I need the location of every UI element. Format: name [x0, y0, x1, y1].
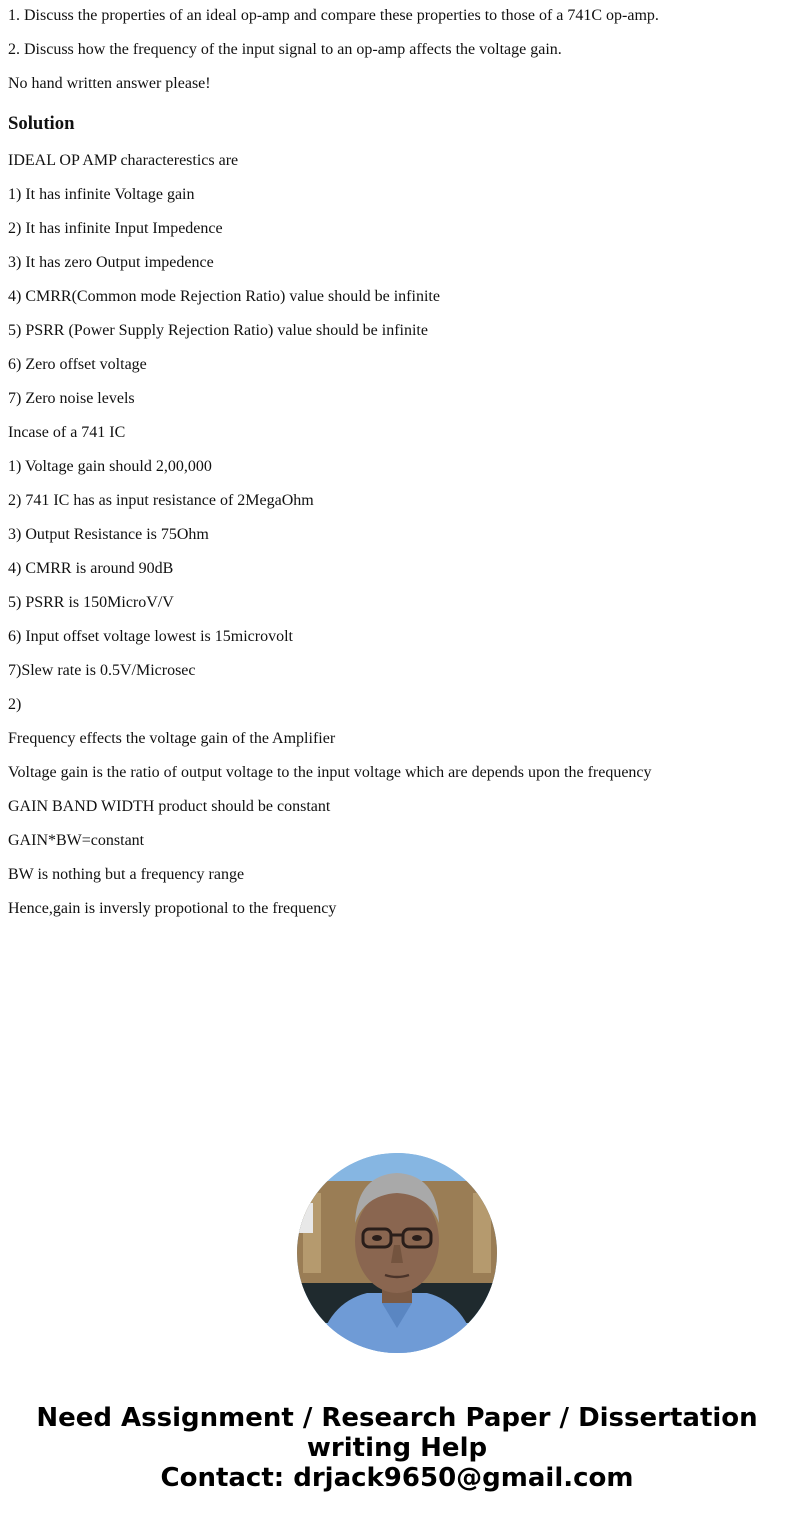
- promo-contact: Contact: drjack9650@gmail.com: [160, 1463, 634, 1493]
- promo-line-1: Need Assignment / Research Paper / Dissertation: [36, 1403, 758, 1433]
- part2-line: Hence,gain is inversly propotional to the frequency: [8, 900, 337, 917]
- part2-line: Voltage gain is the ratio of output voltage to the input voltage which are depends upon the frequency: [8, 764, 652, 781]
- ideal-item: 3) It has zero Output impedence: [8, 254, 214, 271]
- part2-label: 2): [8, 696, 22, 713]
- ideal-item: 7) Zero noise levels: [8, 390, 135, 407]
- part2-line: GAIN BAND WIDTH product should be constant: [8, 798, 331, 815]
- ic741-item: 6) Input offset voltage lowest is 15microvolt: [8, 628, 293, 645]
- ic741-item: 5) PSRR is 150MicroV/V: [8, 594, 174, 611]
- ideal-intro: IDEAL OP AMP characterestics are: [8, 152, 239, 169]
- ic741-item: 2) 741 IC has as input resistance of 2MegaOhm: [8, 492, 314, 509]
- ic741-item: 7)Slew rate is 0.5V/Microsec: [8, 662, 196, 679]
- ideal-item: 1) It has infinite Voltage gain: [8, 186, 195, 203]
- ic741-item: 3) Output Resistance is 75Ohm: [8, 526, 209, 543]
- ideal-item: 5) PSRR (Power Supply Rejection Ratio) value should be infinite: [8, 322, 428, 339]
- portrait-photo-icon: [297, 1153, 497, 1353]
- question-2: 2. Discuss how the frequency of the input signal to an op-amp affects the voltage gain.: [8, 41, 562, 58]
- question-note: No hand written answer please!: [8, 75, 211, 92]
- ic741-item: 4) CMRR is around 90dB: [8, 560, 174, 577]
- question-1: 1. Discuss the properties of an ideal op-amp and compare these properties to those of a 741C op-amp.: [8, 7, 659, 24]
- part2-line: Frequency effects the voltage gain of the Amplifier: [8, 730, 336, 747]
- ideal-item: 4) CMRR(Common mode Rejection Ratio) value should be infinite: [8, 288, 440, 305]
- promo-line-2: writing Help: [306, 1433, 488, 1463]
- part2-line: BW is nothing but a frequency range: [8, 866, 245, 883]
- solution-heading: Solution: [8, 113, 75, 134]
- ideal-item: 2) It has infinite Input Impedence: [8, 220, 223, 237]
- author-avatar: [297, 1153, 497, 1353]
- ic741-item: 1) Voltage gain should 2,00,000: [8, 458, 212, 475]
- promo-banner: [0, 1403, 794, 1493]
- ic741-intro: Incase of a 741 IC: [8, 424, 126, 441]
- part2-line: GAIN*BW=constant: [8, 832, 145, 849]
- ideal-item: 6) Zero offset voltage: [8, 356, 147, 373]
